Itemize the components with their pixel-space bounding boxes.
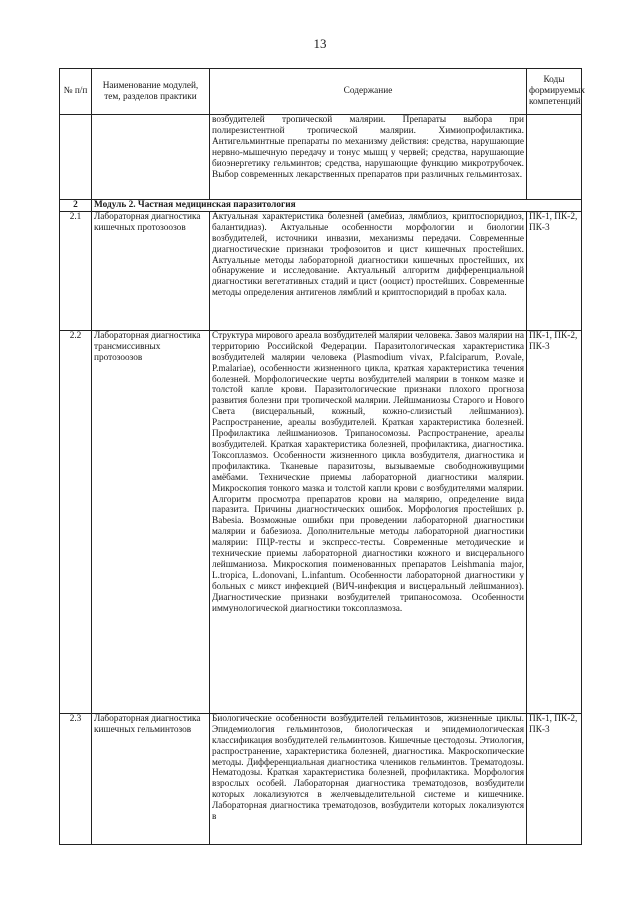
table-row-continued xyxy=(60,115,582,200)
header-number: № п/п xyxy=(60,69,92,115)
cell-competencies xyxy=(527,115,582,200)
module-row xyxy=(60,200,582,212)
cell-name: Лабораторная диагностика кишечных протозоозов xyxy=(92,211,210,330)
cell-competencies: ПК-1, ПК-2, ПК-3 xyxy=(527,211,582,330)
cell-name: Лабораторная диагностика трансмиссивных протозоозов xyxy=(92,330,210,713)
page-number: 13 xyxy=(313,36,327,51)
header-content: Содержание xyxy=(210,69,527,115)
table-row xyxy=(60,211,582,330)
curriculum-table xyxy=(59,68,585,845)
module-number: 2 xyxy=(60,200,92,212)
cell-name xyxy=(92,115,210,200)
cell-name: Лабораторная диагностика кишечных гельминтозов xyxy=(92,713,210,844)
header-name: Наименование модулей, тем, разделов практики xyxy=(92,69,210,115)
cell-number: 2.1 xyxy=(60,211,92,330)
cell-competencies: ПК-1, ПК-2, ПК-3 xyxy=(527,713,582,844)
table-header-row xyxy=(60,69,582,115)
cell-number xyxy=(60,115,92,200)
header-competencies: Коды формируемых компетенций xyxy=(527,69,582,115)
module-title: Модуль 2. Частная медицинская паразитология xyxy=(92,200,582,212)
cell-content: Биологические особенности возбудителей гельминтозов, жизненные циклы. Эпидемиология гельминтозов, биологическая и эпидемиологическая классификация возбудителей гельминтозов. Кишечные цестодозы. Этиология, распространение, характеристика болезней, диагностика. Макроскопические методы. Дифференциальная диагностика члеников гельминтов. Трематодозы. Нематодозы. Краткая характеристика болезней, профилактика. Морфология взрослых особей. Лабораторная диагностика трематодозов, возбудители которых локализуются в желчевыделительной системе и кишечнике. Лабораторная диагностика трематодозов, возбудители которых локализуются в xyxy=(210,713,527,844)
cell-competencies: ПК-1, ПК-2, ПК-3 xyxy=(527,330,582,713)
table-row xyxy=(60,713,582,844)
cell-number: 2.2 xyxy=(60,330,92,713)
cell-content: Актуальная характеристика болезней (амебиаз, лямблиоз, криптоспоридиоз, балантидиаз). Актуальные особенности морфологии и биологии возбудителей, источники инвазии, механизмы передачи. Современные диагностические признаки трофозоитов и цист кишечных простейших. Актуальные методы лабораторной диагностики кишечных простейших, их обнаружение и исследование. Актуальный алгоритм дифференциальной диагностики вегетативных стадий и цист (ооцист) простейших. Современные методы определения антигенов лямблий и криптоспоридий в пробах кала. xyxy=(210,211,527,330)
cell-number: 2.3 xyxy=(60,713,92,844)
cell-content: возбудителей тропической малярии. Препараты выбора при полирезистентной тропической малярии. Химиопрофилактика. Антигельминтные препараты по механизму действия: средства, нарушающие нервно-мышечную передачу и тонус мышц у червей; средства, нарушающие биоэнергетику гельминтов; средства, нарушающие функцию микротрубочек. Выбор современных лекарственных препаратов при различных гельминтозах. xyxy=(210,115,527,200)
table-row xyxy=(60,330,582,713)
cell-content: Структура мирового ареала возбудителей малярии человека. Завоз малярии на территорию Российской Федерации. Паразитологическая характеристика возбудителей малярии человека (Plasmodium vivax, P.falciparum, P.ovale, P.malariae), особенности жизненного цикла, краткая характеристика течения болезней. Морфологические черты возбудителей малярии в тонком мазке и толстой капле крови. Паразитологические признаки плохого прогноза развития болезни при тропической малярии. Лейшманиозы Старого и Нового Света (висцеральный, кожный, кожно-слизистый лейшманиоз). Распространение, ареалы возбудителей. Краткая характеристика болезней. Профилактика лейшманиозов. Трипаносомозы. Распространение, ареалы возбудителей. Краткая характеристика болезней, профилактика, диагностика. Токсоплазмоз. Особенности жизненного цикла возбудителя, диагностика и профилактика. Тканевые паразитозы, вызываемые свободноживущими амёбами. Технические приемы лабораторной диагностики малярии. Микроскопия тонкого мазка и толстой капли крови с возбудителями малярии. Алгоритм просмотра препаратов крови на малярию, определение вида паразита. Причины диагностических ошибок. Морфология простейших р. Babesia. Возможные ошибки при проведении лабораторной диагностики малярии и бабезиоза. Дополнительные методы лабораторной диагностики малярии: ПЦР-тесты и экспресс-тесты. Современные методические и технические приемы лабораторной диагностики кожного и висцерального лейшманиоза. Микроскопия поименованных препаратов Leishmania major, L.tropica, L.donovani, L.infantum. Особенности лабораторной диагностики у больных с микст инфекцией (ВИЧ-инфекция и висцеральный лейшманиоз). Диагностические признаки возбудителей трипаносомоза. Особенности иммунологической диагностики токсоплазмоза. xyxy=(210,330,527,713)
